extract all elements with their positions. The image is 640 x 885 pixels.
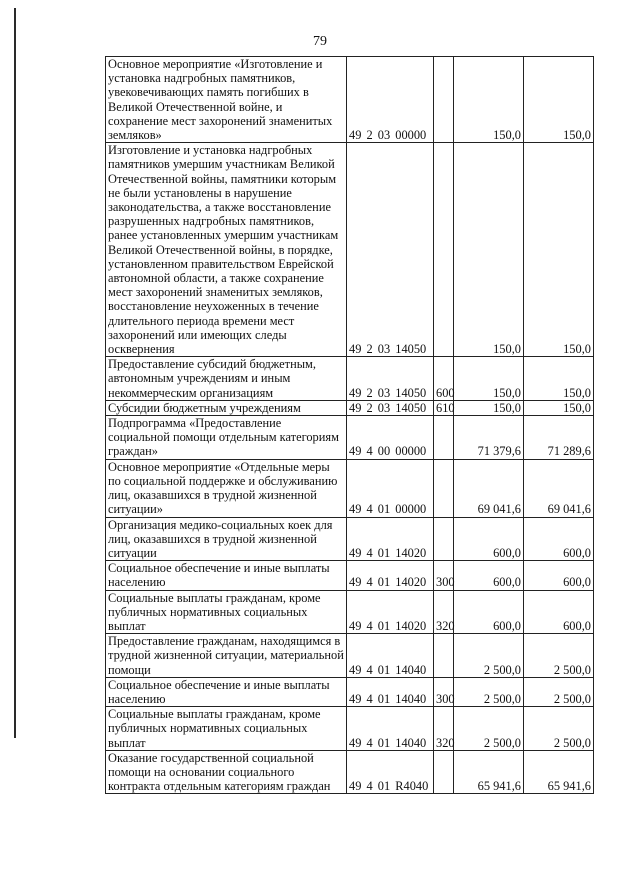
row-expense-type: 320	[434, 707, 454, 751]
row-value-2: 2 500,0	[524, 707, 594, 751]
row-value-1: 2 500,0	[454, 634, 524, 678]
row-code: 49 4 01 14040	[347, 634, 434, 678]
row-value-2: 2 500,0	[524, 634, 594, 678]
row-code: 49 2 03 14050	[347, 357, 434, 401]
row-name: Оказание государственной социальной помощи на основании социального контракта отдельным категориям граждан	[106, 750, 347, 794]
row-code: 49 4 01 14020	[347, 590, 434, 634]
row-value-1: 150,0	[454, 143, 524, 357]
row-name: Социальное обеспечение и иные выплаты населению	[106, 677, 347, 706]
row-expense-type	[434, 750, 454, 794]
table-row	[106, 517, 594, 561]
table-row	[106, 57, 594, 143]
row-name: Субсидии бюджетным учреждениям	[106, 400, 347, 415]
table-row	[106, 143, 594, 357]
scan-edge-line	[14, 8, 16, 738]
row-code: 49 2 03 14050	[347, 143, 434, 357]
row-value-1: 600,0	[454, 561, 524, 590]
table-row	[106, 357, 594, 401]
row-name: Подпрограмма «Предоставление социальной помощи отдельным категориям граждан»	[106, 416, 347, 460]
row-value-2: 150,0	[524, 57, 594, 143]
row-value-2: 2 500,0	[524, 677, 594, 706]
row-code: 49 4 00 00000	[347, 416, 434, 460]
table-row	[106, 459, 594, 517]
table-row	[106, 590, 594, 634]
row-expense-type: 300	[434, 561, 454, 590]
row-code: 49 4 01 R4040	[347, 750, 434, 794]
row-value-1: 150,0	[454, 357, 524, 401]
row-value-1: 2 500,0	[454, 707, 524, 751]
table-row	[106, 707, 594, 751]
row-expense-type	[434, 416, 454, 460]
row-code: 49 4 01 14040	[347, 677, 434, 706]
row-value-2: 71 289,6	[524, 416, 594, 460]
row-code: 49 4 01 00000	[347, 459, 434, 517]
row-value-1: 71 379,6	[454, 416, 524, 460]
table-row	[106, 416, 594, 460]
table-row	[106, 677, 594, 706]
table-row	[106, 750, 594, 794]
row-expense-type	[434, 143, 454, 357]
table-row	[106, 400, 594, 415]
row-expense-type	[434, 634, 454, 678]
row-value-2: 150,0	[524, 357, 594, 401]
table-row	[106, 561, 594, 590]
row-name: Социальные выплаты гражданам, кроме публичных нормативных социальных выплат	[106, 590, 347, 634]
row-expense-type: 300	[434, 677, 454, 706]
row-expense-type	[434, 57, 454, 143]
row-value-1: 150,0	[454, 57, 524, 143]
row-value-2: 150,0	[524, 400, 594, 415]
row-code: 49 4 01 14020	[347, 561, 434, 590]
table-row	[106, 634, 594, 678]
row-expense-type: 600	[434, 357, 454, 401]
row-value-1: 600,0	[454, 517, 524, 561]
row-value-2: 150,0	[524, 143, 594, 357]
row-value-2: 65 941,6	[524, 750, 594, 794]
row-value-2: 600,0	[524, 561, 594, 590]
row-name: Предоставление гражданам, находящимся в трудной жизненной ситуации, материальной помощи	[106, 634, 347, 678]
row-name: Основное мероприятие «Отдельные меры по социальной поддержке и обслуживанию лиц, оказавшихся в трудной жизненной ситуации»	[106, 459, 347, 517]
row-expense-type: 610	[434, 400, 454, 415]
row-name: Предоставление субсидий бюджетным, автономным учреждениям и иным некоммерческим организациям	[106, 357, 347, 401]
row-value-1: 2 500,0	[454, 677, 524, 706]
row-code: 49 4 01 14040	[347, 707, 434, 751]
row-value-1: 150,0	[454, 400, 524, 415]
budget-table	[105, 56, 594, 794]
row-name: Социальное обеспечение и иные выплаты населению	[106, 561, 347, 590]
row-name: Изготовление и установка надгробных памятников умершим участникам Великой Отечественной войны, памятники которым не были установлены в нарушение законодательства, а также восстановление разрушенных надгробных памятников, ранее установленных умершим участникам Великой Отечественной войны, в порядке, установленном правительством Еврейской автономной области, а также сохранение мест захоронений знаменитых земляков, восстановление неухоженных в течение длительного периода времени мест захоронений или имеющих следы осквернения	[106, 143, 347, 357]
row-code: 49 2 03 14050	[347, 400, 434, 415]
row-expense-type	[434, 517, 454, 561]
row-expense-type	[434, 459, 454, 517]
row-value-2: 600,0	[524, 590, 594, 634]
row-name: Социальные выплаты гражданам, кроме публичных нормативных социальных выплат	[106, 707, 347, 751]
row-code: 49 2 03 00000	[347, 57, 434, 143]
row-name: Организация медико-социальных коек для лиц, оказавшихся в трудной жизненной ситуации	[106, 517, 347, 561]
row-value-2: 600,0	[524, 517, 594, 561]
row-value-1: 600,0	[454, 590, 524, 634]
row-value-1: 65 941,6	[454, 750, 524, 794]
row-code: 49 4 01 14020	[347, 517, 434, 561]
row-name: Основное мероприятие «Изготовление и установка надгробных памятников, увековечивающих память погибших в Великой Отечественной войне, и сохранение мест захоронений знаменитых земляков»	[106, 57, 347, 143]
row-value-1: 69 041,6	[454, 459, 524, 517]
row-value-2: 69 041,6	[524, 459, 594, 517]
page-number: 79	[313, 34, 327, 49]
row-expense-type: 320	[434, 590, 454, 634]
